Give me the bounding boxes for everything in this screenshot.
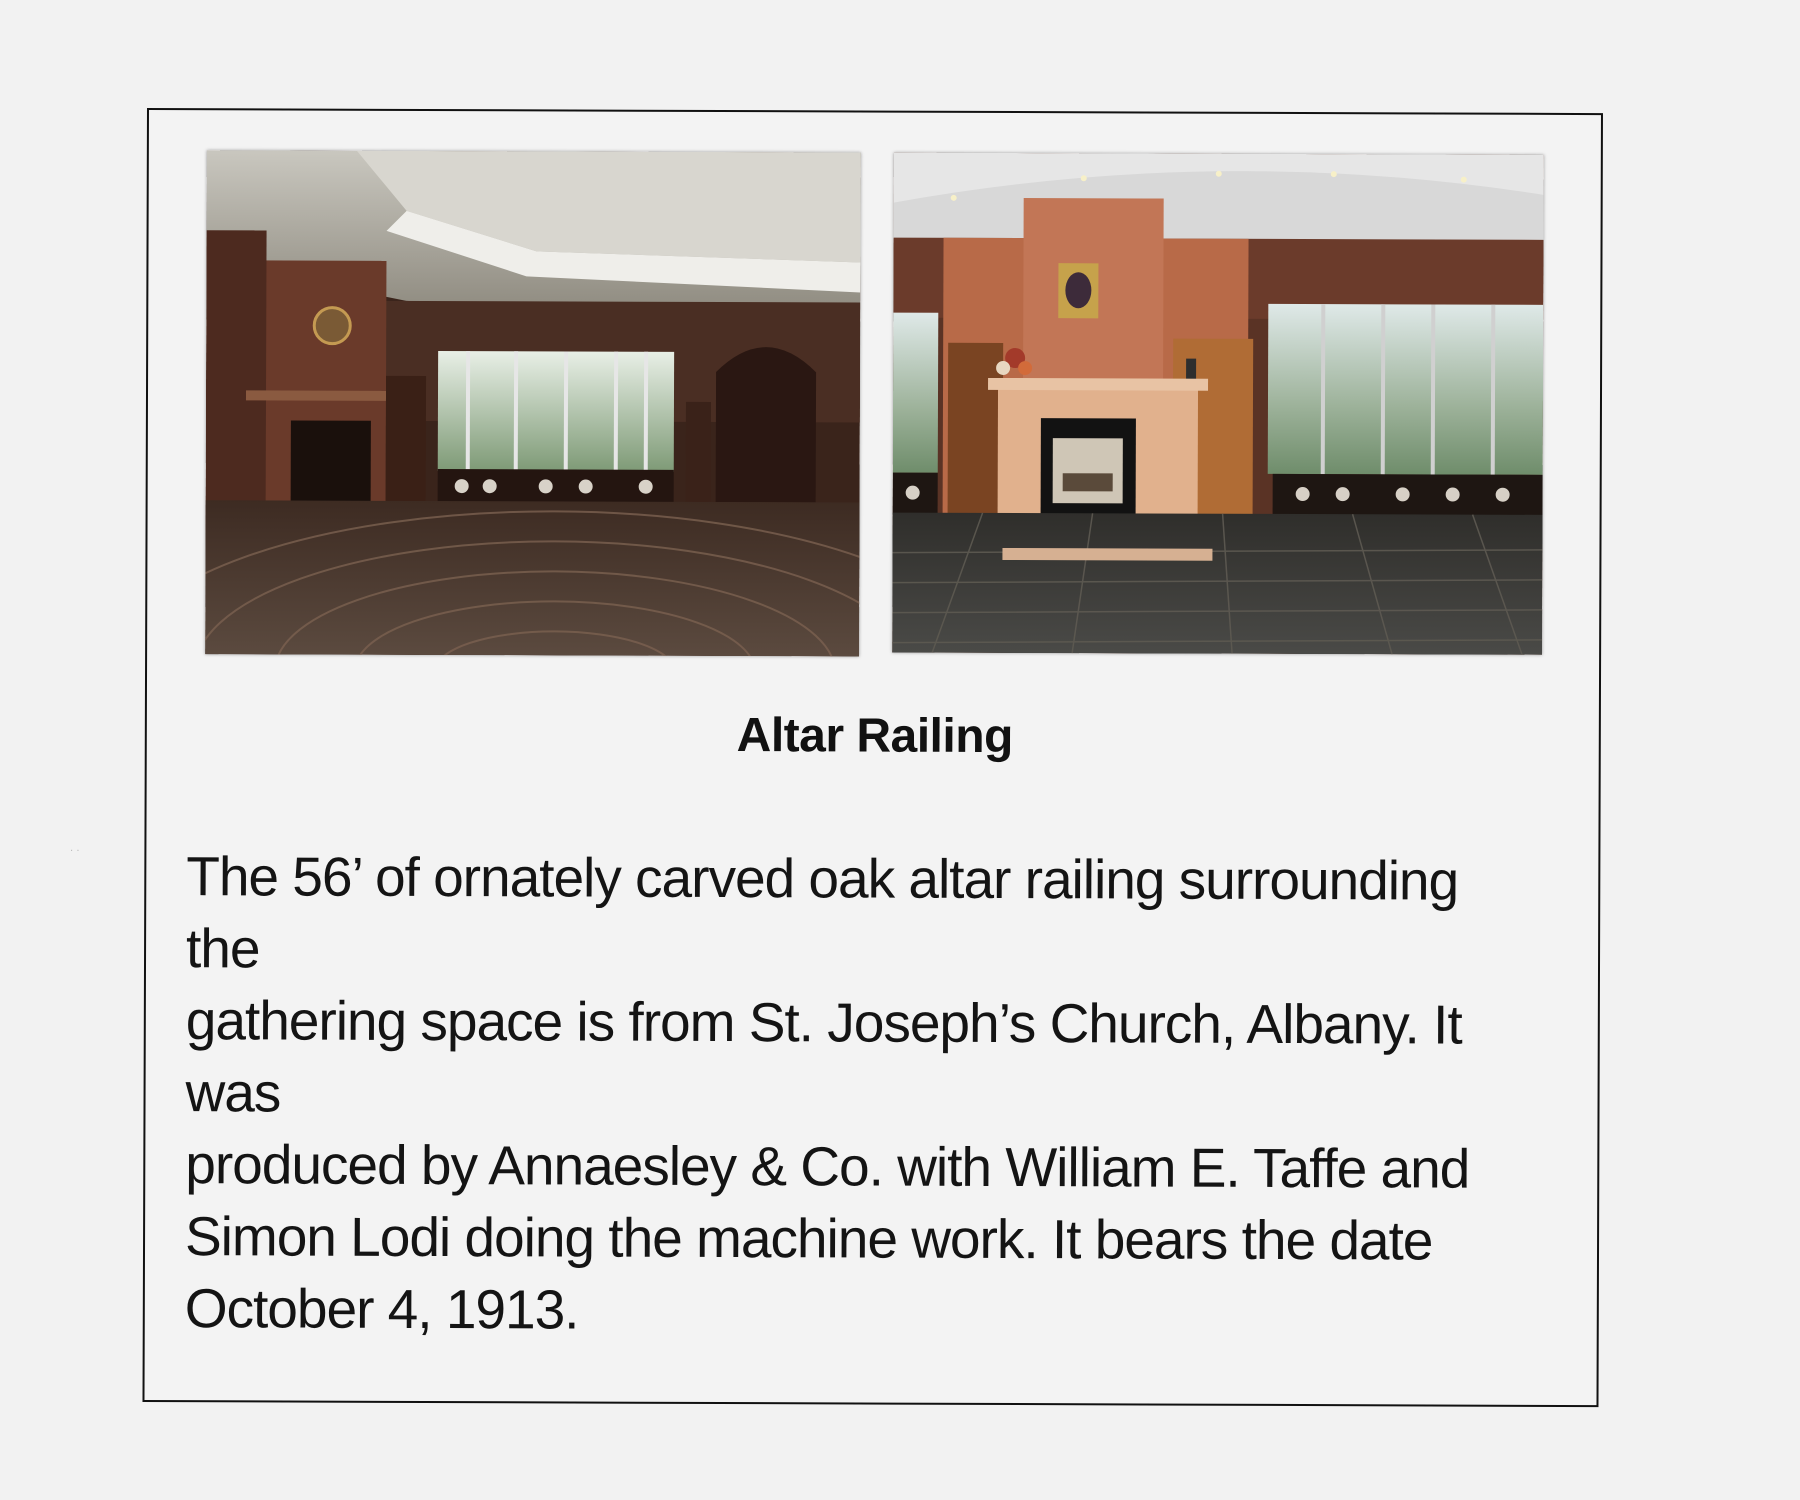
caption-body-line: The 56’ of ornately carved oak altar railing surrounding the (185, 845, 1459, 980)
document-frame (142, 108, 1603, 1407)
caption-body-line: produced by Annaesley & Co. with William E. Taffe and (185, 1133, 1470, 1200)
caption-body-line: October 4, 1913. (184, 1277, 579, 1341)
scan-speck: · · (70, 846, 80, 857)
caption-body-line: gathering space is from St. Joseph’s Church, Albany. It was (185, 989, 1462, 1124)
gathering-space-image (205, 150, 861, 656)
gathering-space-photo (205, 150, 861, 656)
caption-body (185, 840, 1487, 1349)
caption-body-line: Simon Lodi doing the machine work. It bears the date (184, 1205, 1433, 1272)
fireplace-image (892, 153, 1544, 655)
caption-title: Altar Railing (736, 709, 1013, 764)
fireplace-photo (892, 153, 1544, 655)
